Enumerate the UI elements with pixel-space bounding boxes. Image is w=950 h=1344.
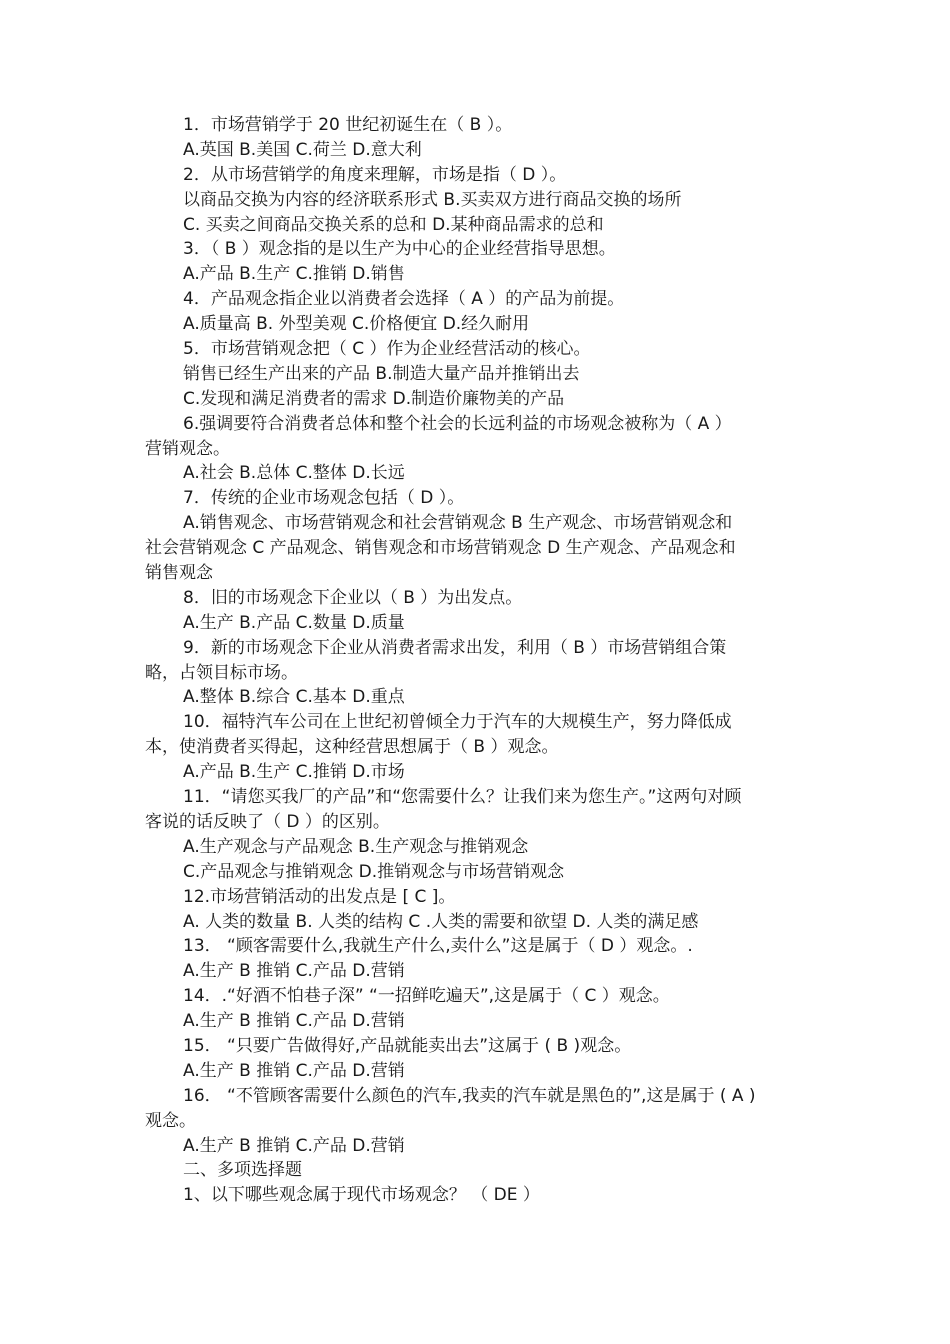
text-line: 销售观念: [145, 563, 213, 584]
text-line: C.产品观念与推销观念 D.推销观念与市场营销观念: [183, 861, 565, 882]
text-line: 14．.“好酒不怕巷子深” “一招鲜吃遍天”,这是属于（ C ）观念。: [183, 986, 670, 1007]
text-line: 13． “顾客需要什么,我就生产什么,卖什么”这是属于（ D ）观念。.: [183, 936, 693, 957]
text-line: A.产品 B.生产 C.推销 D.销售: [183, 264, 405, 285]
text-line: A.生产 B 推销 C.产品 D.营销: [183, 1135, 405, 1156]
text-line: 6.强调要符合消费者总体和整个社会的长远利益的市场观念被称为（ A ）: [183, 413, 732, 434]
text-line: A.生产 B 推销 C.产品 D.营销: [183, 961, 405, 982]
text-line: 7．传统的企业市场观念包括（ D ）。: [183, 488, 465, 509]
text-line: 1、以下哪些观念属于现代市场观念？ （ DE ）: [183, 1185, 540, 1206]
text-line: 社会营销观念 C 产品观念、销售观念和市场营销观念 D 生产观念、产品观念和: [145, 538, 736, 559]
text-line: C.发现和满足消费者的需求 D.制造价廉物美的产品: [183, 388, 565, 409]
text-line: A.社会 B.总体 C.整体 D.长远: [183, 463, 405, 484]
text-line: 略，占领目标市场。: [145, 662, 298, 683]
text-line: A.生产 B 推销 C.产品 D.营销: [183, 1060, 405, 1081]
text-line: A.生产 B.产品 C.数量 D.质量: [183, 612, 405, 633]
text-line: 16． “不管顾客需要什么颜色的汽车,我卖的汽车就是黑色的”,这是属于 ( A ): [183, 1085, 756, 1106]
text-line: 二、多项选择题: [183, 1160, 302, 1181]
text-line: 观念。: [145, 1110, 196, 1131]
text-line: A. 人类的数量 B. 人类的结构 C .人类的需要和欲望 D. 人类的满足感: [183, 911, 699, 932]
text-line: A.整体 B.综合 C.基本 D.重点: [183, 687, 405, 708]
text-line: 9．新的市场观念下企业从消费者需求出发，利用（ B ）市场营销组合策: [183, 637, 727, 658]
text-line: A.质量高 B. 外型美观 C.价格便宜 D.经久耐用: [183, 314, 530, 335]
text-line: 8．旧的市场观念下企业以（ B ）为出发点。: [183, 587, 523, 608]
text-line: 11．“请您买我厂的产品”和“您需要什么？让我们来为您生产。”这两句对顾: [183, 787, 742, 808]
text-line: 以商品交换为内容的经济联系形式 B.买卖双方进行商品交换的场所: [183, 189, 682, 210]
text-line: 客说的话反映了（ D ）的区别。: [145, 811, 390, 832]
text-line: 5．市场营销观念把（ C ）作为企业经营活动的核心。: [183, 339, 591, 360]
text-line: 10．福特汽车公司在上世纪初曾倾全力于汽车的大规模生产，努力降低成: [183, 712, 732, 733]
text-line: 12.市场营销活动的出发点是 [ C ]。: [183, 886, 456, 907]
text-line: 本，使消费者买得起，这种经营思想属于（ B ）观念。: [145, 737, 559, 758]
text-line: A.英国 B.美国 C.荷兰 D.意大利: [183, 139, 422, 160]
text-line: A.产品 B.生产 C.推销 D.市场: [183, 762, 405, 783]
text-line: 15． “只要广告做得好,产品就能卖出去”这属于 ( B )观念。: [183, 1035, 632, 1056]
text-line: A.生产观念与产品观念 B.生产观念与推销观念: [183, 836, 529, 857]
text-line: 营销观念。: [145, 438, 230, 459]
text-line: 1．市场营销学于 20 世纪初诞生在（ B ）。: [183, 115, 513, 135]
text-line: 4．产品观念指企业以消费者会选择（ A ）的产品为前提。: [183, 289, 625, 310]
document-body: [145, 113, 825, 1208]
text-line: A.销售观念、市场营销观念和社会营销观念 B 生产观念、市场营销观念和: [183, 513, 733, 534]
text-line: A.生产 B 推销 C.产品 D.营销: [183, 1011, 405, 1032]
text-line: 2．从市场营销学的角度来理解，市场是指（ D ）。: [183, 164, 567, 185]
text-line: 销售已经生产出来的产品 B.制造大量产品并推销出去: [183, 363, 580, 384]
text-line: 3．（ B ）观念指的是以生产为中心的企业经营指导思想。: [183, 239, 616, 260]
text-line: C. 买卖之间商品交换关系的总和 D.某种商品需求的总和: [183, 214, 604, 235]
